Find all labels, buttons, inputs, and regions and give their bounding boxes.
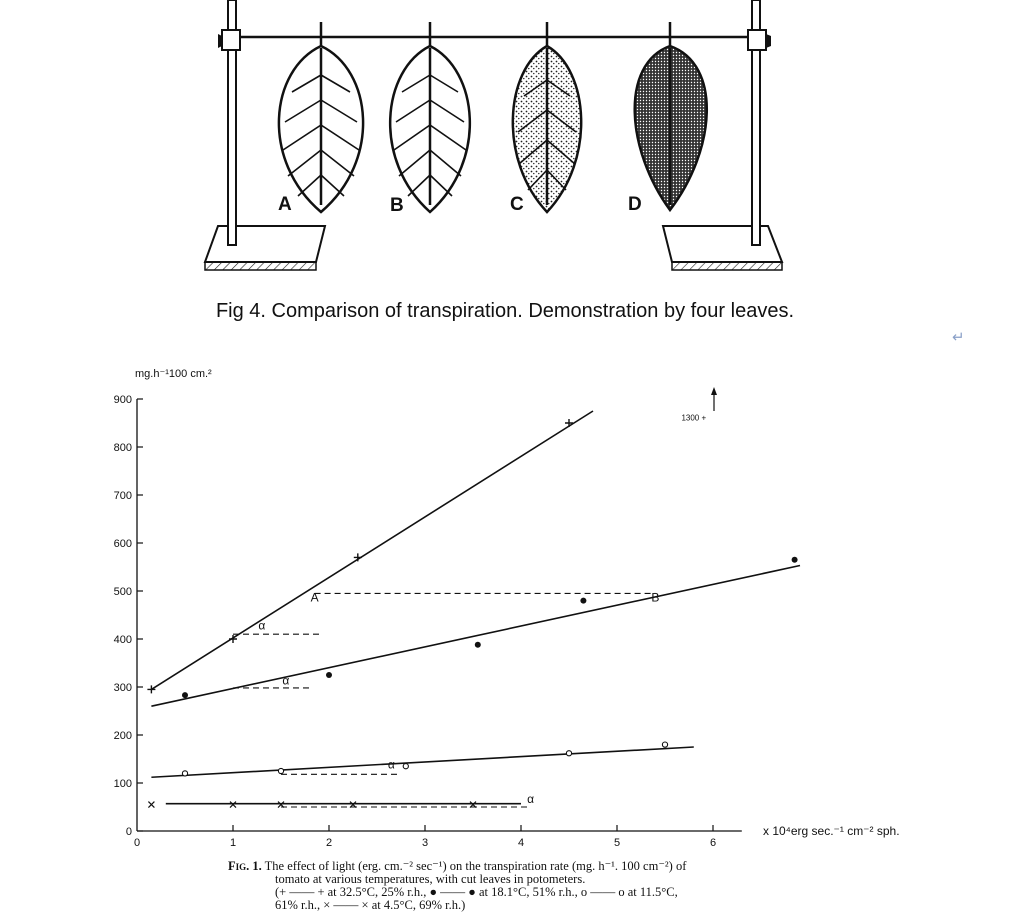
data-point-series-3 [278,768,283,773]
figure-4-caption: Fig 4. Comparison of transpiration. Demonstration by four leaves. [215,300,795,322]
chart-annotation: A [310,590,319,605]
leaf-label-c: C [510,194,524,215]
up-arrow-icon [711,387,717,395]
leaf-demonstration-illustration [0,0,1024,290]
leaf-label-b: B [390,195,404,216]
data-point-series-1 [147,685,155,693]
chart-annotation: α [387,757,395,772]
y-tick-label: 300 [113,682,132,694]
figure-1-label: Fig. 1. [228,860,262,873]
y-tick-label: 400 [113,634,132,646]
return-mark: ↵ [952,329,965,346]
chart-annotation: α [282,673,290,688]
chart-annotation: B [651,590,660,605]
data-point-series-3 [662,742,667,747]
caption-line-4: 61% r.h., × —— × at 4.5°C, 69% r.h.) [275,898,466,912]
y-tick-label: 800 [113,442,132,454]
leaf-c [513,22,581,212]
y-tick-label: 0 [125,826,132,838]
leaf-b [390,22,470,212]
y-tick-label: 100 [113,778,132,790]
caption-line-1: The effect of light (erg. cm.⁻² sec⁻¹) on the transpiration rate (mg. h⁻¹. 100 cm⁻²) of [264,860,687,873]
chart-annotation: α [527,792,535,807]
x-tick-label: 6 [709,837,717,849]
data-point-series-2 [580,598,586,604]
data-point-series-3 [403,764,408,769]
x-axis-label: x 10⁴erg sec.⁻¹ cm⁻² sph. [763,824,900,838]
data-point-series-2 [326,672,332,678]
x-tick-label: 2 [325,837,333,849]
x-tick-label: 0 [133,837,141,849]
chart-annotation: α [258,618,266,633]
x-tick-label: 1 [229,837,237,849]
data-point-series-2 [792,557,798,563]
x-tick-label: 5 [613,837,621,849]
y-tick-label: 900 [113,394,132,406]
data-point-series-3 [182,771,187,776]
y-tick-label: 600 [113,538,132,550]
leaf-a [279,22,363,212]
fit-line-series-1 [151,411,593,689]
data-point-series-4 [148,802,154,808]
leaf-d [635,22,707,210]
y-tick-label: 200 [113,730,132,742]
y-tick-label: 700 [113,490,132,502]
leaf-label-d: D [628,194,642,215]
fit-line-series-3 [151,747,693,777]
figure-1-caption [228,860,828,915]
fit-line-series-2 [151,566,800,707]
caption-line-3: (+ —— + at 32.5°C, 25% r.h., ● —— ● at 18.1°C, 51% r.h., o —— o at 11.5°C, [275,885,678,899]
data-point-series-3 [566,751,571,756]
x-tick-label: 4 [517,837,525,849]
leaf-label-a: A [278,194,292,215]
data-point-series-2 [182,692,188,698]
caption-line-2: tomato at various temperatures, with cut leaves in potometers. [275,872,586,886]
data-point-series-1 [565,419,573,427]
transpiration-chart [0,355,1024,865]
chart-annotation: 1300 + [681,413,707,423]
data-point-series-4 [230,802,236,808]
data-point-series-2 [475,642,481,648]
y-axis-label: mg.h⁻¹100 cm.² [135,368,212,380]
y-tick-label: 500 [113,586,132,598]
x-tick-label: 3 [421,837,429,849]
